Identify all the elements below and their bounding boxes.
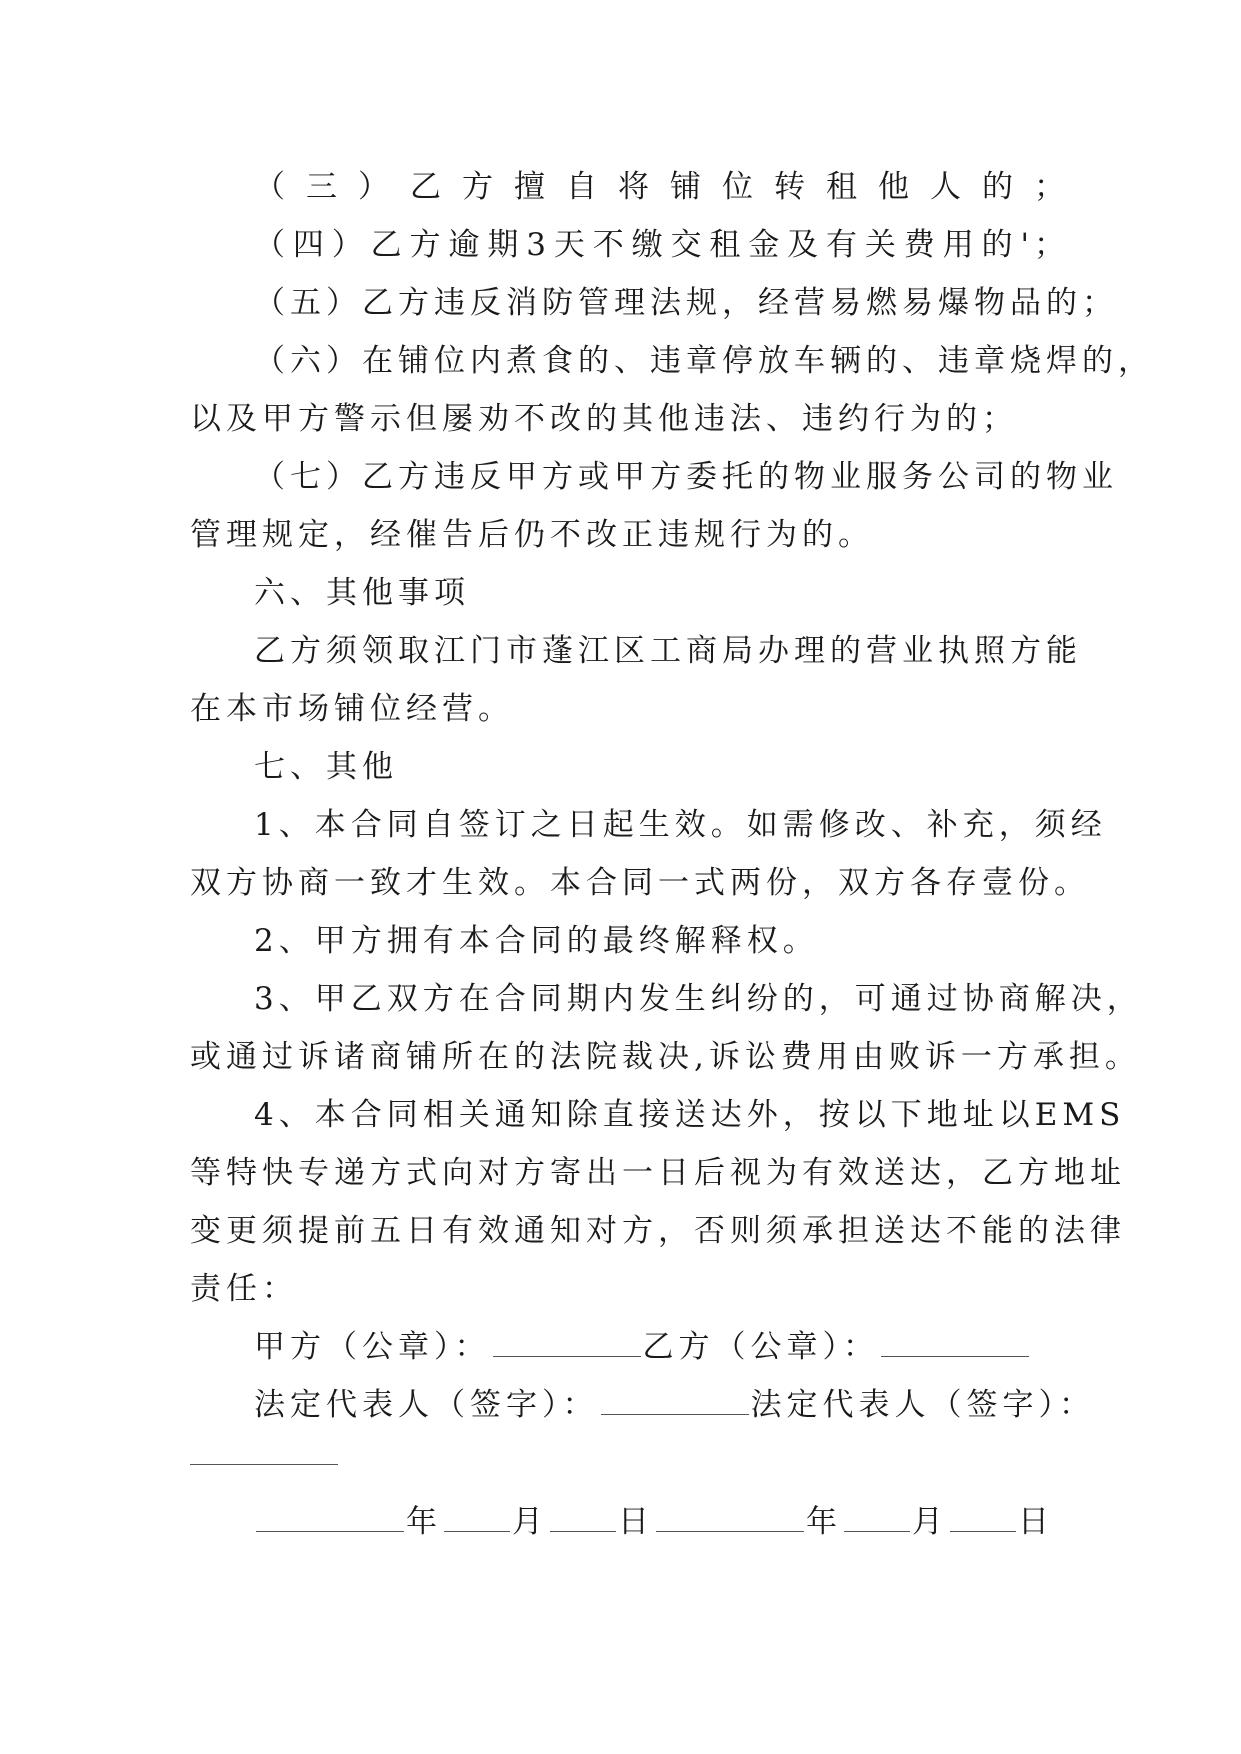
- party-a-seal-label: 甲方（公章）：: [254, 1329, 491, 1365]
- item-4-line-2: 等特快专递方式向对方寄出一日后视为有效送达，乙方地址: [190, 1155, 1126, 1191]
- seal-line: [190, 1318, 1070, 1376]
- item-1-line-1: 1、本合同自签订之日起生效。如需修改、补充，须经: [254, 807, 1107, 843]
- date-b-month-label: 月: [912, 1504, 948, 1540]
- date-b-year-label: 年: [806, 1504, 842, 1540]
- clause-5: （五）乙方违反消防管理法规，经营易燃易爆物品的；: [254, 285, 1118, 321]
- date-a-day-blank[interactable]: [550, 1509, 616, 1532]
- date-b-day-blank[interactable]: [950, 1509, 1016, 1532]
- date-b-year-blank[interactable]: [656, 1509, 804, 1532]
- section-6-text-line-2: 在本市场铺位经营。: [190, 691, 514, 727]
- item-3-line-2: 或通过诉诸商铺所在的法院裁决,诉讼费用由败诉一方承担。: [190, 1039, 1141, 1075]
- date-line: [190, 1493, 1070, 1551]
- date-a-year-blank[interactable]: [256, 1509, 404, 1532]
- clause-6-line-1: （六）在铺位内煮食的、违章停放车辆的、违章烧焊的，: [254, 343, 1154, 379]
- clause-7-line-1: （七）乙方违反甲方或甲方委托的物业服务公司的物业: [254, 459, 1118, 495]
- date-a-day-label: 日: [618, 1504, 654, 1540]
- item-4-line-1: 4、本合同相关通知除直接送达外，按以下地址以EMS: [254, 1097, 1126, 1133]
- party-b-seal-blank[interactable]: [881, 1334, 1029, 1357]
- representative-line: [190, 1376, 1095, 1434]
- rep-a-blank[interactable]: [601, 1392, 749, 1415]
- section-6-heading: 六、其他事项: [254, 575, 470, 611]
- item-3-line-1: 3、甲乙双方在合同期内发生纠纷的，可通过协商解决，: [254, 981, 1143, 1017]
- section-7-heading: 七、其他: [254, 749, 398, 785]
- rep-a-label: 法定代表人（签字）：: [254, 1387, 599, 1423]
- contract-body: [190, 158, 1154, 1551]
- rep-b-label: 法定代表人（签字）：: [750, 1387, 1095, 1423]
- clause-4: （四）乙方逾期3天不缴交租金及有关费用的'；: [254, 227, 1070, 263]
- date-a-month-blank[interactable]: [444, 1509, 510, 1532]
- date-a-month-label: 月: [512, 1504, 548, 1540]
- item-4-line-3: 变更须提前五日有效通知对方，否则须承担送达不能的法律: [190, 1213, 1126, 1249]
- date-b-month-blank[interactable]: [844, 1509, 910, 1532]
- item-4-line-4: 责任：: [190, 1271, 298, 1307]
- party-b-seal-label: 乙方（公章）：: [642, 1329, 879, 1365]
- clause-6-line-2: 以及甲方警示但屡劝不改的其他违法、违约行为的；: [190, 401, 1018, 437]
- clause-3: （三）乙方擅自将铺位转租他人的；: [254, 169, 1070, 205]
- date-b-day-label: 日: [1018, 1504, 1054, 1540]
- item-1-line-2: 双方协商一致才生效。本合同一式两份，双方各存壹份。: [190, 865, 1090, 901]
- rep-b-blank[interactable]: [190, 1444, 338, 1465]
- clause-7-line-2: 管理规定，经催告后仍不改正违规行为的。: [190, 517, 874, 553]
- party-a-seal-blank[interactable]: [493, 1334, 641, 1357]
- date-a-year-label: 年: [406, 1504, 442, 1540]
- section-6-text-line-1: 乙方须领取江门市蓬江区工商局办理的营业执照方能: [254, 633, 1082, 669]
- item-2: 2、甲方拥有本合同的最终解释权。: [254, 923, 819, 959]
